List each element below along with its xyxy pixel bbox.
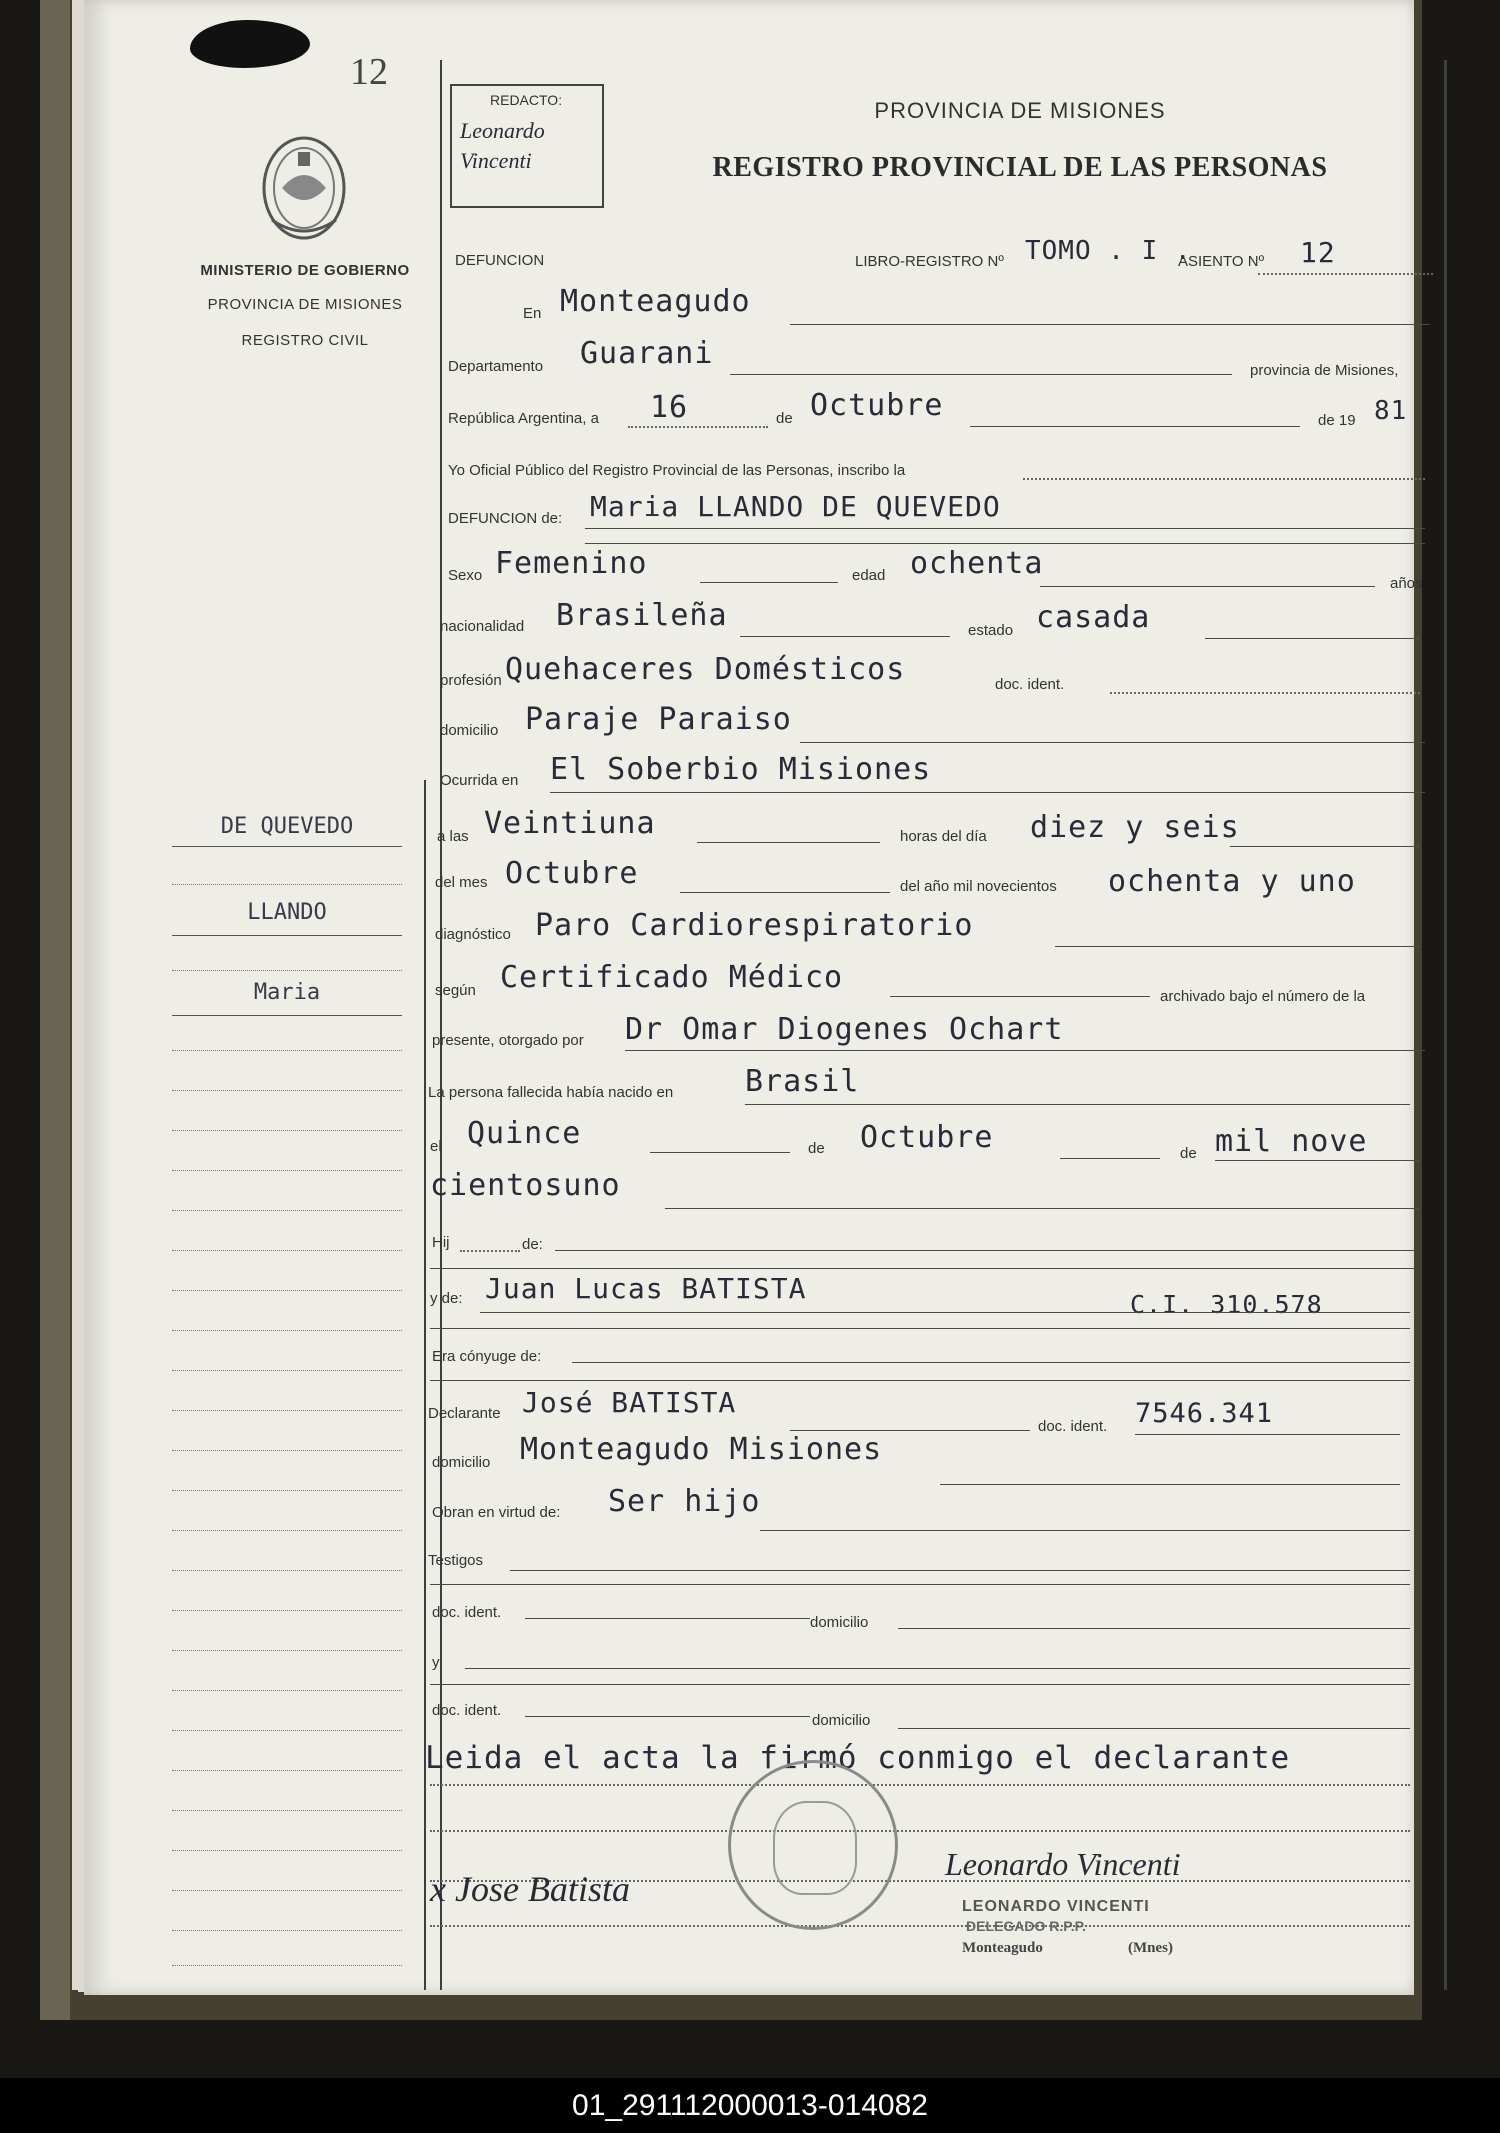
mes-value: Octubre [505,856,639,891]
closing-dots-4 [430,1925,1410,1927]
ano-label: del año mil novecientos [900,878,1057,895]
birth-year-continuation: cientosuno [430,1168,621,1203]
doc-ident-label: doc. ident. [995,676,1065,693]
month-line [970,426,1300,427]
edad-value: ochenta [910,546,1044,581]
margin-line [172,1850,402,1851]
margin-second-surname: LLANDO [247,900,327,925]
hij-label: Hij [432,1234,450,1251]
republica-label: República Argentina, a [448,410,599,427]
mes-line [680,892,890,893]
redacto-signature: Leonardo Vincenti [460,118,545,173]
yde-label: y de: [430,1290,463,1307]
anos-label: años [1390,575,1423,592]
y-line-2 [430,1684,1410,1685]
deceased-line-2 [585,543,1425,544]
diagnostico-line [1055,946,1420,947]
asiento-value: 12 [1300,236,1336,269]
decl-domicilio-label: domicilio [432,1454,491,1471]
t2-doc-label: doc. ident. [432,1702,502,1719]
margin-line [172,1650,402,1651]
estado-line [1205,638,1420,639]
nacido-value: Brasil [745,1064,860,1099]
oficial-label: Yo Oficial Público del Registro Provincial de las Personas, inscribo la [448,462,906,479]
margin-line [172,1250,402,1251]
domicilio-value: Paraje Paraiso [525,702,792,737]
ocurrida-line [550,792,1425,793]
obran-value: Ser hijo [608,1484,761,1519]
margin-line [172,1610,402,1611]
mes-label: del mes [435,874,488,891]
alas-value: Veintiuna [484,806,656,841]
yde-line [480,1312,1410,1313]
declarante-line [790,1430,1030,1431]
de3-label: de [1180,1145,1197,1162]
left-rule-lower [424,780,426,1990]
libro-label: LIBRO-REGISTRO Nº [855,253,1004,270]
margin-line [172,1410,402,1411]
segun-label: según [435,982,476,999]
margin-line [172,1810,402,1811]
archivado-label: archivado bajo el número de la [1160,988,1366,1005]
right-rule [1444,60,1447,1990]
margin-line [172,1730,402,1731]
margin-line [172,1570,402,1571]
page-number: 12 [350,51,388,93]
margin-line [172,1330,402,1331]
decl-doc-value: 7546.341 [1135,1398,1274,1429]
margin-line [172,1770,402,1771]
margin-line [172,1290,402,1291]
edad-line [1040,586,1375,587]
provincia-label: provincia de Misiones, [1250,362,1399,379]
sexo-label: Sexo [448,567,483,584]
estado-value: casada [1036,600,1151,635]
t2-dom-line [898,1728,1410,1729]
t2-doc-line [525,1716,810,1717]
margin-line [172,846,402,847]
declarante-label: Declarante [428,1405,501,1422]
margin-line [172,1015,402,1016]
obran-label: Obran en virtud de: [432,1504,561,1521]
month-value: Octubre [810,388,944,423]
father-ci-value: C.I. 310.578 [1130,1290,1323,1319]
hij-line [555,1250,1415,1251]
estado-label: estado [968,622,1014,639]
margin-line [172,1965,402,1966]
oficial-dots [1023,478,1425,480]
left-rule [440,60,442,1990]
en-label: En [523,305,542,322]
nacionalidad-label: nacionalidad [440,618,525,635]
stamp-place: Monteagudo [962,1940,1043,1956]
t2-dom-label: domicilio [812,1712,871,1729]
year-value: 81 [1374,396,1408,426]
testigos-line-2 [430,1584,1410,1585]
official-stamp [728,1760,898,1930]
margin-line [172,884,402,885]
ocurrida-value: El Soberbio Misiones [550,752,932,787]
diagnostico-label: diagnóstico [435,926,511,943]
yde-line-2 [430,1328,1410,1329]
de2-value: Octubre [860,1120,994,1155]
asiento-label: ASIENTO Nº [1178,253,1265,270]
registry-label: REGISTRO CIVIL [241,332,369,349]
el-value: Quince [467,1116,582,1151]
conyuge-line-2 [430,1380,1410,1381]
stamp-officer-name: LEONARDO VINCENTI [962,1898,1150,1915]
t-dom-label: domicilio [810,1614,869,1631]
alas-label: a las [437,828,469,845]
asiento-dots [1258,273,1433,275]
decl-doc-line [1135,1434,1400,1435]
decl-domicilio-value: Monteagudo Misiones [520,1432,883,1467]
deceased-line [585,528,1425,529]
nacionalidad-line [740,636,950,637]
conyuge-line [572,1362,1410,1363]
segun-value: Certificado Médico [500,960,844,995]
de2-line [1060,1158,1160,1159]
margin-line [172,935,402,936]
horas-line [1230,846,1420,847]
departamento-value: Guarani [580,336,714,371]
presente-line [625,1050,1425,1051]
presente-label: presente, otorgado por [432,1032,584,1049]
day-dots [628,426,768,428]
nacido-label: La persona fallecida había nacido en [428,1084,674,1101]
domicilio-line [800,742,1425,743]
el-line [650,1152,790,1153]
presente-value: Dr Omar Diogenes Ochart [625,1012,1064,1047]
departamento-line [730,374,1232,375]
registry-header: REGISTRO PROVINCIAL DE LAS PERSONAS [712,152,1328,183]
day-value: 16 [650,390,689,425]
nacionalidad-value: Brasileña [556,598,728,633]
doc-ident-dots [1110,692,1420,694]
margin-line [172,1130,402,1131]
margin-line [172,1450,402,1451]
margin-line [172,1930,402,1931]
obran-line [760,1530,1410,1531]
book-spine [40,0,70,2020]
image-id-caption: 01_291112000013-014082 [0,2078,1500,2133]
margin-line [172,1050,402,1051]
redacto-box [450,84,604,208]
father-name-value: Juan Lucas BATISTA [485,1272,807,1305]
de3-value: mil nove [1215,1124,1368,1159]
declarante-value: José BATISTA [522,1386,737,1419]
province-header: PROVINCIA DE MISIONES [874,98,1166,123]
y-label: y [432,1654,440,1671]
defuncion-de-label: DEFUNCION de: [448,510,563,527]
closing-statement: Leida el acta la firmó conmigo el declarante [425,1740,1291,1776]
edad-label: edad [852,567,886,584]
t-doc-line [525,1618,810,1619]
segun-line [890,996,1150,997]
en-line [790,324,1430,325]
de3-line [1215,1160,1420,1161]
closing-dots-2 [430,1830,1410,1832]
t-dom-line [898,1628,1410,1629]
margin-line [172,970,402,971]
margin-surname: DE QUEVEDO [220,814,354,839]
ministry-label: MINISTERIO DE GOBIERNO [200,262,410,279]
officer-signature: Leonardo Vincenti [945,1846,1181,1882]
closing-dots [430,1784,1410,1786]
margin-line [172,1490,402,1491]
margin-line [172,1210,402,1211]
margin-first-name: Maria [253,980,321,1005]
diagnostico-value: Paro Cardiorespiratorio [535,908,974,943]
decl-domicilio-line [940,1484,1400,1485]
de2-label: de [808,1140,825,1157]
testigos-line [510,1570,1410,1571]
margin-line [172,1370,402,1371]
hij-dots [460,1250,520,1252]
deceased-name-value: Maria LLANDO DE QUEVEDO [590,490,1001,523]
coat-of-arms-seal-icon [258,132,350,244]
margin-line [172,1890,402,1891]
margin-line [172,1530,402,1531]
margin-line [172,1690,402,1691]
de-label: de [776,410,793,427]
stamp-emblem [773,1801,857,1895]
stamp-region: (Mnes) [1128,1940,1173,1956]
en-value: Monteagudo [560,284,751,319]
alas-line [697,842,880,843]
domicilio-label: domicilio [440,722,499,739]
declarant-signature: x Jose Batista [430,1869,630,1909]
margin-line [172,1090,402,1091]
testigos-label: Testigos [428,1552,484,1569]
departamento-label: Departamento [448,358,544,375]
t-doc-label: doc. ident. [432,1604,502,1621]
hij-line-2 [430,1268,1415,1269]
profesion-label: profesión [440,672,502,689]
profesion-value: Quehaceres Domésticos [505,652,906,687]
decl-doc-label: doc. ident. [1038,1418,1108,1435]
sexo-value: Femenino [495,546,648,581]
ocurrida-label: Ocurrida en [440,772,519,789]
redacto-label: REDACTO: [490,92,563,108]
margin-line [172,1170,402,1171]
y-line [465,1668,1410,1669]
cont-line [665,1208,1420,1209]
stamp-officer-title: DELEGADO R.P.P. [966,1918,1087,1934]
horas-value: diez y seis [1030,810,1240,845]
el-label: el [430,1138,442,1155]
ano-value: ochenta y uno [1108,864,1356,899]
conyuge-label: Era cónyuge de: [432,1348,542,1365]
hij-de-label: de: [522,1236,543,1253]
year-label: de 19 [1318,412,1356,429]
horas-label: horas del día [900,828,987,845]
libro-value: TOMO . I . [1025,236,1192,266]
nacido-line [745,1104,1410,1105]
defuncion-label: DEFUNCION [455,252,545,269]
province-label: PROVINCIA DE MISIONES [207,296,403,313]
sexo-line [700,582,838,583]
